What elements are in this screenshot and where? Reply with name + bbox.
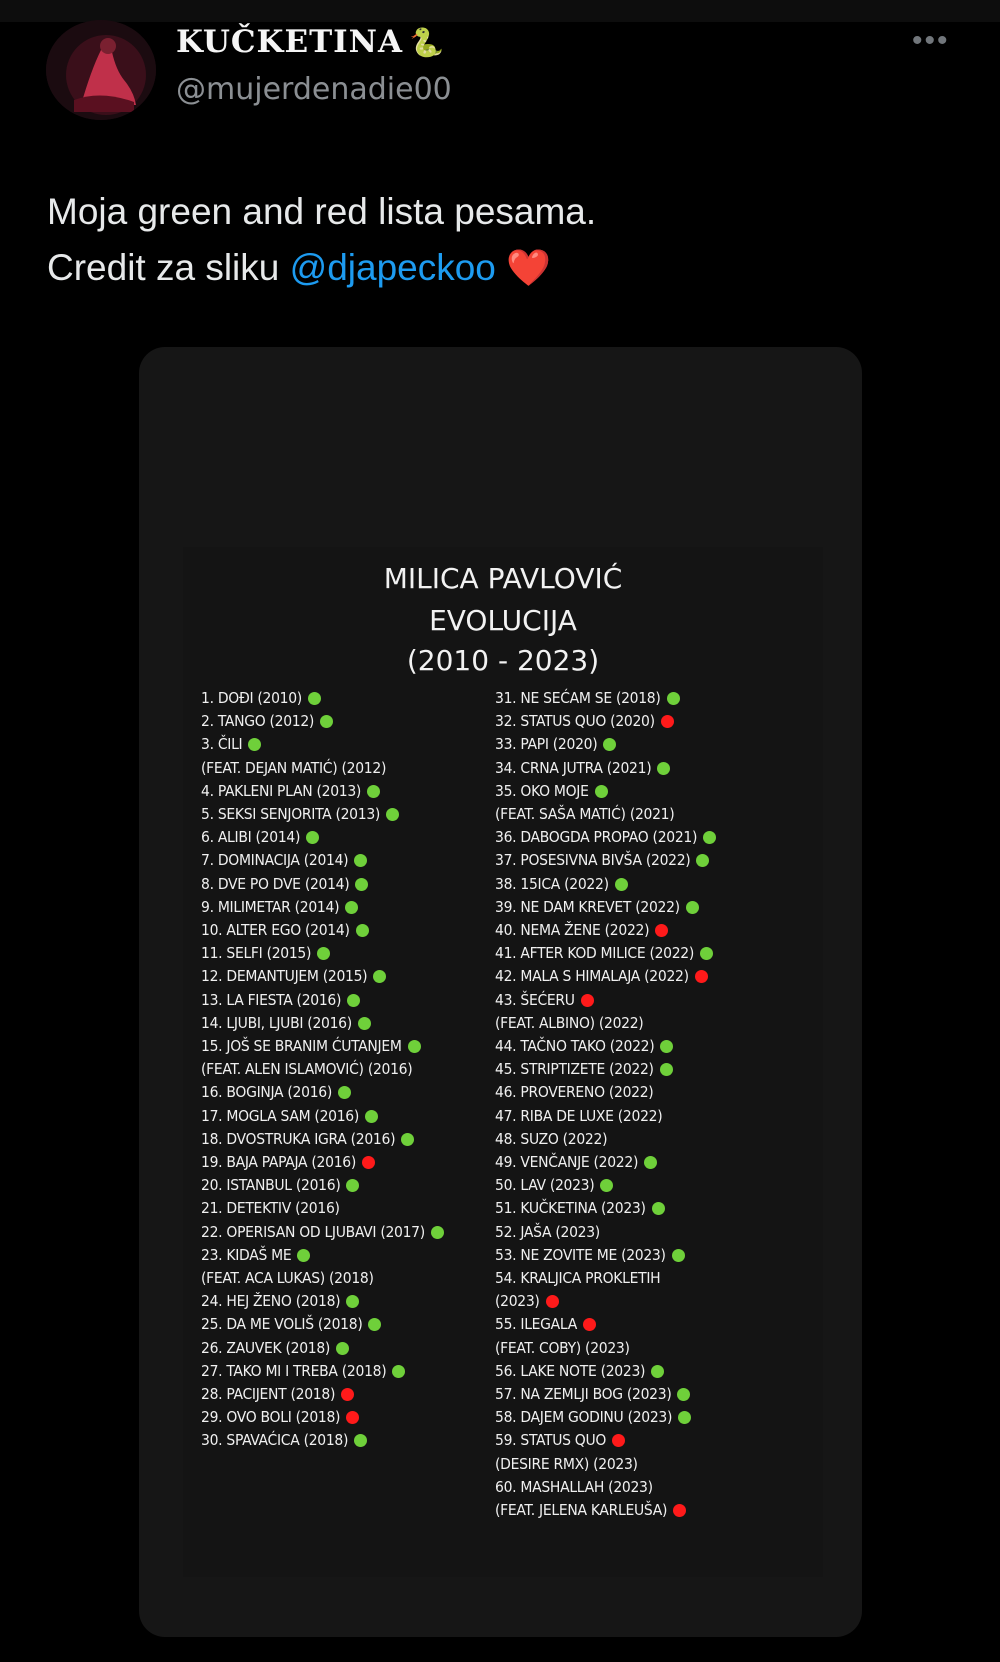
snake-icon: 🐍 bbox=[409, 26, 445, 59]
more-icon[interactable]: ••• bbox=[912, 24, 950, 57]
song-item: 32. STATUS QUO (2020) bbox=[495, 712, 655, 731]
song-item: 11. SELFI (2015) bbox=[201, 944, 312, 963]
song-item: 60. MASHALLAH (2023) bbox=[495, 1477, 653, 1496]
green-dot-marker bbox=[320, 715, 333, 728]
green-dot-marker bbox=[686, 901, 699, 914]
green-dot-marker bbox=[660, 1063, 673, 1076]
song-item: 33. PAPI (2020) bbox=[495, 735, 598, 754]
green-dot-marker bbox=[317, 947, 330, 960]
poster-image bbox=[183, 547, 823, 1577]
tweet-line-2 bbox=[47, 240, 947, 296]
song-item: 49. VENČANJE (2022) bbox=[495, 1153, 639, 1171]
green-dot-marker bbox=[346, 1179, 359, 1192]
song-item: 51. KUČKETINA (2023) bbox=[495, 1199, 646, 1218]
poster-title-line-2: EVOLUCIJA bbox=[429, 604, 577, 637]
display-name-text: KUČKETINA bbox=[176, 24, 404, 60]
song-item: 8. DVE PO DVE (2014) bbox=[201, 874, 350, 893]
green-dot-marker bbox=[600, 1179, 613, 1192]
song-item: 46. PROVERENO (2022) bbox=[495, 1083, 654, 1102]
green-dot-marker bbox=[644, 1156, 657, 1169]
green-dot-marker bbox=[308, 692, 321, 705]
red-dot-marker bbox=[583, 1318, 596, 1331]
green-dot-marker bbox=[595, 785, 608, 798]
song-item: 44. TAČNO TAKO (2022) bbox=[495, 1037, 655, 1055]
green-dot-marker bbox=[338, 1086, 351, 1099]
green-dot-marker bbox=[408, 1040, 421, 1053]
song-item: 41. AFTER KOD MILICE (2022) bbox=[495, 944, 695, 963]
song-item: 9. MILIMETAR (2014) bbox=[201, 897, 340, 916]
green-dot-marker bbox=[346, 1295, 359, 1308]
song-item: (FEAT. JELENA KARLEUŠA) bbox=[495, 1501, 668, 1519]
green-dot-marker bbox=[365, 1110, 378, 1123]
song-item: (FEAT. SAŠA MATIĆ) (2021) bbox=[495, 805, 675, 823]
song-item: 1. DOĐI (2010) bbox=[201, 689, 302, 707]
song-item: 20. ISTANBUL (2016) bbox=[201, 1176, 341, 1195]
song-item: 17. MOGLA SAM (2016) bbox=[201, 1106, 359, 1125]
green-dot-marker bbox=[306, 831, 319, 844]
green-dot-marker bbox=[678, 1411, 691, 1424]
green-dot-marker bbox=[431, 1226, 444, 1239]
heart-icon: ❤️ bbox=[506, 247, 551, 288]
song-item: 40. NEMA ŽENE (2022) bbox=[495, 921, 650, 939]
song-item: 27. TAKO MI I TREBA (2018) bbox=[201, 1361, 387, 1380]
song-item: 23. KIDAŠ ME bbox=[201, 1245, 292, 1264]
green-dot-marker bbox=[386, 808, 399, 821]
green-dot-marker bbox=[297, 1249, 310, 1262]
red-dot-marker bbox=[341, 1388, 354, 1401]
green-dot-marker bbox=[248, 738, 261, 751]
song-item: 52. JAŠA (2023) bbox=[495, 1222, 600, 1241]
song-item: (FEAT. ALEN ISLAMOVIĆ) (2016) bbox=[201, 1060, 413, 1079]
green-dot-marker bbox=[345, 901, 358, 914]
poster-title-line-1: MILICA PAVLOVIĆ bbox=[383, 562, 623, 595]
song-item: 29. OVO BOLI (2018) bbox=[201, 1408, 341, 1427]
red-dot-marker bbox=[346, 1411, 359, 1424]
song-item: 26. ZAUVEK (2018) bbox=[201, 1338, 331, 1357]
red-dot-marker bbox=[612, 1434, 625, 1447]
song-item: 28. PACIJENT (2018) bbox=[201, 1385, 336, 1403]
song-item: 5. SEKSI SENJORITA (2013) bbox=[201, 805, 381, 823]
song-item: 38. 15ICA (2022) bbox=[495, 874, 609, 893]
green-dot-marker bbox=[615, 878, 628, 891]
green-dot-marker bbox=[696, 854, 709, 867]
song-item: 22. OPERISAN OD LJUBAVI (2017) bbox=[201, 1222, 425, 1241]
green-dot-marker bbox=[367, 785, 380, 798]
green-dot-marker bbox=[677, 1388, 690, 1401]
song-item: 39. NE DAM KREVET (2022) bbox=[495, 897, 680, 916]
user-handle[interactable]: @mujerdenadie00 bbox=[176, 72, 452, 107]
song-item: 3. ČILI bbox=[201, 735, 243, 754]
song-item: 13. LA FIESTA (2016) bbox=[201, 990, 342, 1009]
song-item: 21. DETEKTIV (2016) bbox=[201, 1199, 340, 1218]
song-item: (FEAT. ALBINO) (2022) bbox=[495, 1013, 644, 1032]
avatar[interactable] bbox=[46, 20, 156, 120]
green-dot-marker bbox=[368, 1318, 381, 1331]
red-dot-marker bbox=[661, 715, 674, 728]
song-item: 47. RIBA DE LUXE (2022) bbox=[495, 1106, 663, 1125]
green-dot-marker bbox=[356, 924, 369, 937]
song-item: 15. JOŠ SE BRANIM ĆUTANJEM bbox=[201, 1037, 402, 1055]
song-item: 14. LJUBI, LJUBI (2016) bbox=[201, 1013, 352, 1032]
song-item: 19. BAJA PAPAJA (2016) bbox=[201, 1153, 356, 1171]
song-item: 31. NE SEĆAM SE (2018) bbox=[495, 689, 661, 707]
green-dot-marker bbox=[347, 994, 360, 1007]
green-dot-marker bbox=[354, 854, 367, 867]
avatar-image bbox=[46, 20, 156, 120]
song-item: (FEAT. ACA LUKAS) (2018) bbox=[201, 1269, 374, 1287]
song-item: 16. BOGINJA (2016) bbox=[201, 1083, 332, 1102]
song-item: (FEAT. DEJAN MATIĆ) (2012) bbox=[201, 758, 387, 777]
song-item: 10. ALTER EGO (2014) bbox=[201, 921, 350, 939]
song-item: 2. TANGO (2012) bbox=[201, 712, 315, 731]
song-item: 54. KRALJICA PROKLETIH bbox=[495, 1269, 661, 1287]
song-item: 12. DEMANTUJEM (2015) bbox=[201, 967, 368, 986]
tweet-text bbox=[47, 184, 947, 296]
song-item: 57. NA ZEMLJI BOG (2023) bbox=[495, 1385, 672, 1403]
green-dot-marker bbox=[401, 1133, 414, 1146]
song-item: 36. DABOGDA PROPAO (2021) bbox=[495, 828, 698, 847]
song-item: 6. ALIBI (2014) bbox=[201, 828, 301, 847]
song-item: 34. CRNA JUTRA (2021) bbox=[495, 758, 652, 777]
poster-title-line-3: (2010 - 2023) bbox=[406, 644, 600, 677]
song-item: 4. PAKLENI PLAN (2013) bbox=[201, 781, 362, 800]
song-item: 30. SPAVAĆICA (2018) bbox=[201, 1431, 349, 1450]
display-name[interactable] bbox=[176, 24, 445, 60]
song-item: 43. ŠEĆERU bbox=[495, 990, 575, 1009]
red-dot-marker bbox=[362, 1156, 375, 1169]
green-dot-marker bbox=[373, 970, 386, 983]
song-item: 53. NE ZOVITE ME (2023) bbox=[495, 1245, 666, 1264]
song-item: 55. ILEGALA bbox=[495, 1315, 577, 1334]
green-dot-marker bbox=[657, 762, 670, 775]
green-dot-marker bbox=[651, 1365, 664, 1378]
song-item: 24. HEJ ŽENO (2018) bbox=[201, 1292, 341, 1311]
song-item: 42. MALA S HIMALAJA (2022) bbox=[495, 967, 689, 986]
song-item: 56. LAKE NOTE (2023) bbox=[495, 1361, 646, 1380]
song-item: 50. LAV (2023) bbox=[495, 1176, 595, 1195]
red-dot-marker bbox=[695, 970, 708, 983]
song-item: (DESIRE RMX) (2023) bbox=[495, 1454, 638, 1473]
tweet-line-2-prefix: Credit za sliku bbox=[47, 247, 290, 288]
song-item: (FEAT. COBY) (2023) bbox=[495, 1338, 630, 1357]
red-dot-marker bbox=[581, 994, 594, 1007]
song-item: 59. STATUS QUO bbox=[495, 1431, 607, 1450]
song-item: 35. OKO MOJE bbox=[495, 781, 589, 800]
song-item: 37. POSESIVNA BIVŠA (2022) bbox=[495, 851, 691, 870]
green-dot-marker bbox=[603, 738, 616, 751]
tweet-media[interactable] bbox=[139, 347, 862, 1637]
song-item: 25. DA ME VOLIŠ (2018) bbox=[201, 1315, 363, 1334]
green-dot-marker bbox=[358, 1017, 371, 1030]
green-dot-marker bbox=[667, 692, 680, 705]
red-dot-marker bbox=[673, 1504, 686, 1517]
song-item: (2023) bbox=[495, 1292, 540, 1311]
red-dot-marker bbox=[546, 1295, 559, 1308]
red-dot-marker bbox=[655, 924, 668, 937]
status-bar bbox=[0, 0, 1000, 22]
song-item: 58. DAJEM GODINU (2023) bbox=[495, 1408, 673, 1427]
green-dot-marker bbox=[672, 1249, 685, 1262]
song-item: 45. STRIPTIZETE (2022) bbox=[495, 1060, 654, 1079]
green-dot-marker bbox=[392, 1365, 405, 1378]
green-dot-marker bbox=[703, 831, 716, 844]
tweet-line-1: Moja green and red lista pesama. bbox=[47, 191, 597, 232]
green-dot-marker bbox=[355, 878, 368, 891]
green-dot-marker bbox=[700, 947, 713, 960]
green-dot-marker bbox=[336, 1342, 349, 1355]
green-dot-marker bbox=[652, 1202, 665, 1215]
song-item: 18. DVOSTRUKA IGRA (2016) bbox=[201, 1129, 396, 1148]
song-item: 48. SUZO (2022) bbox=[495, 1129, 608, 1148]
song-item: 7. DOMINACIJA (2014) bbox=[201, 851, 349, 870]
mention-link[interactable]: @djapeckoo bbox=[289, 247, 496, 288]
green-dot-marker bbox=[660, 1040, 673, 1053]
green-dot-marker bbox=[354, 1434, 367, 1447]
